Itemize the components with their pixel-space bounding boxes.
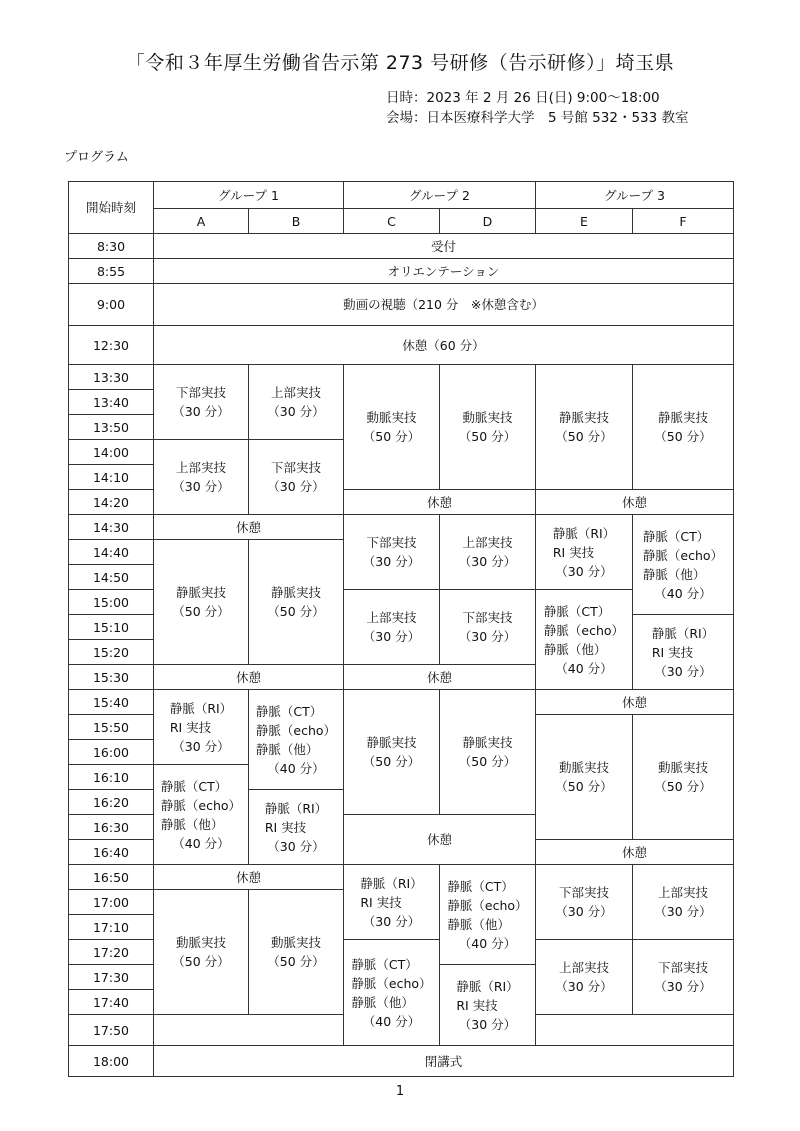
ri-practice-label: RI 実技 [651, 644, 694, 660]
sub-header-d: D [440, 209, 536, 234]
duration-label: （30 分） [267, 838, 325, 854]
lower-practice-label: 下部実技 [462, 610, 513, 625]
duration-label: （40 分） [172, 835, 230, 851]
time-cell: 16:10 [69, 765, 154, 790]
time-cell: 15:50 [69, 715, 154, 740]
duration-label: （30 分） [172, 404, 230, 419]
duration-label: （30 分） [654, 979, 712, 994]
upper-practice-cell [249, 365, 344, 440]
event-venue: 会場：日本医療科学大学 5 号館 532・533 教室 [386, 110, 689, 126]
vein-ri-label: 静脈（RI） [651, 625, 715, 641]
vein-echo-label: 静脈（echo） [255, 722, 337, 738]
vein-practice-label: 静脈実技 [558, 410, 609, 425]
vein-practice-cell [154, 540, 249, 665]
vein-practice-cell [440, 690, 536, 815]
duration-label: （30 分） [267, 479, 325, 494]
vein-ri-cell [440, 965, 536, 1046]
upper-practice-label: 上部実技 [270, 385, 321, 400]
lower-practice-label: 下部実技 [657, 960, 708, 975]
duration-label: （30 分） [458, 1016, 517, 1032]
sub-header-e: E [536, 209, 633, 234]
lower-practice-label: 下部実技 [270, 460, 321, 475]
vein-multi-cell [536, 590, 633, 690]
section-label: プログラム [64, 150, 129, 165]
break-cell: 休憩 [154, 865, 344, 890]
artery-practice-label: 動脈実技 [558, 760, 609, 775]
duration-label: （30 分） [555, 904, 613, 919]
vein-other-label: 静脈（他） [543, 641, 607, 657]
vein-practice-label: 静脈実技 [175, 585, 226, 600]
sub-header-a: A [154, 209, 249, 234]
vein-ct-label: 静脈（CT） [642, 528, 710, 544]
group-3-header: グループ 3 [536, 182, 734, 209]
vein-practice-label: 静脈実技 [270, 585, 321, 600]
video-cell: 動画の視聴（210 分 ※休憩含む） [154, 284, 734, 326]
group-1-header: グループ 1 [154, 182, 344, 209]
time-cell: 16:50 [69, 865, 154, 890]
schedule-table [68, 181, 734, 1077]
duration-label: （30 分） [458, 554, 517, 569]
time-cell: 13:50 [69, 415, 154, 440]
vein-other-label: 静脈（他） [642, 566, 706, 582]
duration-label: （30 分） [172, 738, 230, 754]
sub-header-c: C [344, 209, 440, 234]
vein-practice-label: 静脈実技 [366, 735, 417, 750]
sub-header-f: F [633, 209, 734, 234]
break-cell: 休憩 [344, 490, 536, 515]
vein-ri-label: 静脈（RI） [360, 875, 423, 891]
vein-practice-cell [633, 365, 734, 490]
vein-ri-cell [249, 790, 344, 865]
break-cell: 休憩 [536, 490, 734, 515]
vein-ct-label: 静脈（CT） [255, 703, 323, 719]
time-cell: 15:00 [69, 590, 154, 615]
vein-ct-label: 静脈（CT） [351, 956, 418, 972]
vein-ri-cell [344, 865, 440, 940]
time-cell: 8:30 [69, 234, 154, 259]
vein-ri-cell [633, 615, 734, 690]
time-cell: 12:30 [69, 326, 154, 365]
duration-label: （30 分） [172, 479, 230, 494]
ri-practice-label: RI 実技 [552, 544, 595, 560]
duration-label: （30 分） [555, 979, 613, 994]
document-title: 「令和３年厚生労働省告示第 273 号研修（告示研修）」埼玉県 [125, 52, 675, 74]
time-cell: 17:10 [69, 915, 154, 940]
break-cell: 休憩 [154, 665, 344, 690]
vein-other-label: 静脈（他） [255, 741, 319, 757]
start-time-header: 開始時刻 [69, 182, 154, 234]
orientation-cell: オリエンテーション [154, 259, 734, 284]
vein-ct-label: 静脈（CT） [543, 603, 611, 619]
lower-practice-cell [536, 865, 633, 940]
upper-practice-label: 上部実技 [366, 610, 417, 625]
duration-label: （30 分） [458, 629, 517, 644]
time-cell: 15:10 [69, 615, 154, 640]
event-date: 日時：2023 年 2 月 26 日(日) 9:00～18:00 [386, 90, 660, 106]
time-cell: 18:00 [69, 1046, 154, 1077]
lower-practice-cell [154, 365, 249, 440]
ri-practice-label: RI 実技 [169, 719, 212, 735]
vein-other-label: 静脈（他） [447, 916, 510, 932]
lower-practice-cell [633, 940, 734, 1015]
artery-practice-label: 動脈実技 [175, 935, 226, 950]
upper-practice-label: 上部実技 [657, 885, 708, 900]
ri-practice-label: RI 実技 [264, 819, 307, 835]
time-cell: 17:20 [69, 940, 154, 965]
time-cell: 9:00 [69, 284, 154, 326]
break-cell: 休憩 [344, 665, 536, 690]
time-cell: 14:00 [69, 440, 154, 465]
time-cell: 17:00 [69, 890, 154, 915]
duration-label: （50 分） [362, 754, 421, 769]
upper-practice-label: 上部実技 [558, 960, 609, 975]
duration-label: （30 分） [654, 663, 712, 679]
page-number: 1 [395, 1084, 405, 1099]
duration-label: （30 分） [654, 904, 712, 919]
sub-header-b: B [249, 209, 344, 234]
duration-label: （50 分） [267, 954, 325, 969]
time-cell: 15:20 [69, 640, 154, 665]
time-cell: 14:20 [69, 490, 154, 515]
duration-label: （30 分） [267, 404, 325, 419]
upper-practice-cell [344, 590, 440, 665]
vein-multi-cell [154, 765, 249, 865]
vein-echo-label: 静脈（echo） [543, 622, 625, 638]
time-cell: 16:40 [69, 840, 154, 865]
upper-practice-label: 上部実技 [175, 460, 226, 475]
time-cell: 17:40 [69, 990, 154, 1015]
duration-label: （40 分） [267, 760, 325, 776]
time-cell: 14:10 [69, 465, 154, 490]
time-cell: 16:00 [69, 740, 154, 765]
vein-ct-label: 静脈（CT） [160, 778, 228, 794]
duration-label: （50 分） [458, 754, 517, 769]
duration-label: （40 分） [362, 1013, 421, 1029]
lower-practice-cell [249, 440, 344, 515]
time-cell: 8:55 [69, 259, 154, 284]
vein-ct-label: 静脈（CT） [447, 878, 514, 894]
time-cell: 15:30 [69, 665, 154, 690]
duration-label: （50 分） [458, 429, 517, 444]
duration-label: （40 分） [458, 935, 517, 951]
artery-practice-cell [440, 365, 536, 490]
time-cell: 14:50 [69, 565, 154, 590]
vein-other-label: 静脈（他） [160, 816, 224, 832]
time-cell: 16:30 [69, 815, 154, 840]
duration-label: （50 分） [267, 604, 325, 619]
group-2-header: グループ 2 [344, 182, 536, 209]
break-cell: 休憩 [536, 840, 734, 865]
vein-echo-label: 静脈（echo） [642, 547, 724, 563]
artery-practice-label: 動脈実技 [366, 410, 417, 425]
duration-label: （50 分） [654, 779, 712, 794]
time-cell: 17:30 [69, 965, 154, 990]
vein-ri-cell [154, 690, 249, 765]
upper-practice-cell [440, 515, 536, 590]
duration-label: （50 分） [555, 429, 613, 444]
duration-label: （50 分） [172, 604, 230, 619]
duration-label: （50 分） [362, 429, 421, 444]
vein-multi-cell [249, 690, 344, 790]
artery-practice-label: 動脈実技 [462, 410, 513, 425]
artery-practice-label: 動脈実技 [270, 935, 321, 950]
lower-practice-label: 下部実技 [558, 885, 609, 900]
time-cell: 14:40 [69, 540, 154, 565]
lower-practice-label: 下部実技 [366, 535, 417, 550]
lower-practice-cell [440, 590, 536, 665]
vein-multi-cell [344, 940, 440, 1046]
vein-ri-label: 静脈（RI） [552, 525, 616, 541]
duration-label: （30 分） [555, 563, 613, 579]
vein-multi-cell [633, 515, 734, 615]
break-cell: 休憩 [154, 515, 344, 540]
vein-ri-label: 静脈（RI） [456, 978, 519, 994]
duration-label: （30 分） [362, 629, 421, 644]
vein-practice-cell [249, 540, 344, 665]
lower-practice-label: 下部実技 [175, 385, 226, 400]
upper-practice-cell [154, 440, 249, 515]
lower-practice-cell [344, 515, 440, 590]
duration-label: （50 分） [172, 954, 230, 969]
vein-echo-label: 静脈（echo） [160, 797, 242, 813]
duration-label: （50 分） [555, 779, 613, 794]
time-cell: 14:30 [69, 515, 154, 540]
time-cell: 15:40 [69, 690, 154, 715]
artery-practice-cell [154, 890, 249, 1015]
vein-other-label: 静脈（他） [351, 994, 414, 1010]
time-cell: 13:40 [69, 390, 154, 415]
vein-ri-label: 静脈（RI） [264, 800, 328, 816]
duration-label: （40 分） [654, 585, 712, 601]
ri-practice-label: RI 実技 [456, 997, 498, 1013]
artery-practice-cell [536, 715, 633, 840]
upper-practice-cell [633, 865, 734, 940]
duration-label: （30 分） [362, 554, 421, 569]
time-cell: 13:30 [69, 365, 154, 390]
vein-practice-cell [536, 365, 633, 490]
empty-cell [536, 1015, 734, 1046]
duration-label: （30 分） [362, 913, 421, 929]
vein-ri-label: 静脈（RI） [169, 700, 233, 716]
vein-echo-label: 静脈（echo） [351, 975, 432, 991]
vein-ri-cell [536, 515, 633, 590]
artery-practice-label: 動脈実技 [657, 760, 708, 775]
break-60-cell: 休憩（60 分） [154, 326, 734, 365]
break-cell: 休憩 [536, 690, 734, 715]
empty-cell [154, 1015, 344, 1046]
vein-echo-label: 静脈（echo） [447, 897, 528, 913]
vein-multi-cell [440, 865, 536, 965]
artery-practice-cell [344, 365, 440, 490]
closing-cell: 閉講式 [154, 1046, 734, 1077]
duration-label: （40 分） [555, 660, 613, 676]
artery-practice-cell [633, 715, 734, 840]
upper-practice-label: 上部実技 [462, 535, 513, 550]
upper-practice-cell [536, 940, 633, 1015]
reception-cell: 受付 [154, 234, 734, 259]
time-cell: 17:50 [69, 1015, 154, 1046]
time-cell: 16:20 [69, 790, 154, 815]
duration-label: （50 分） [654, 429, 712, 444]
break-cell: 休憩 [344, 815, 536, 865]
vein-practice-label: 静脈実技 [462, 735, 513, 750]
vein-practice-label: 静脈実技 [657, 410, 708, 425]
artery-practice-cell [249, 890, 344, 1015]
ri-practice-label: RI 実技 [360, 894, 402, 910]
vein-practice-cell [344, 690, 440, 815]
